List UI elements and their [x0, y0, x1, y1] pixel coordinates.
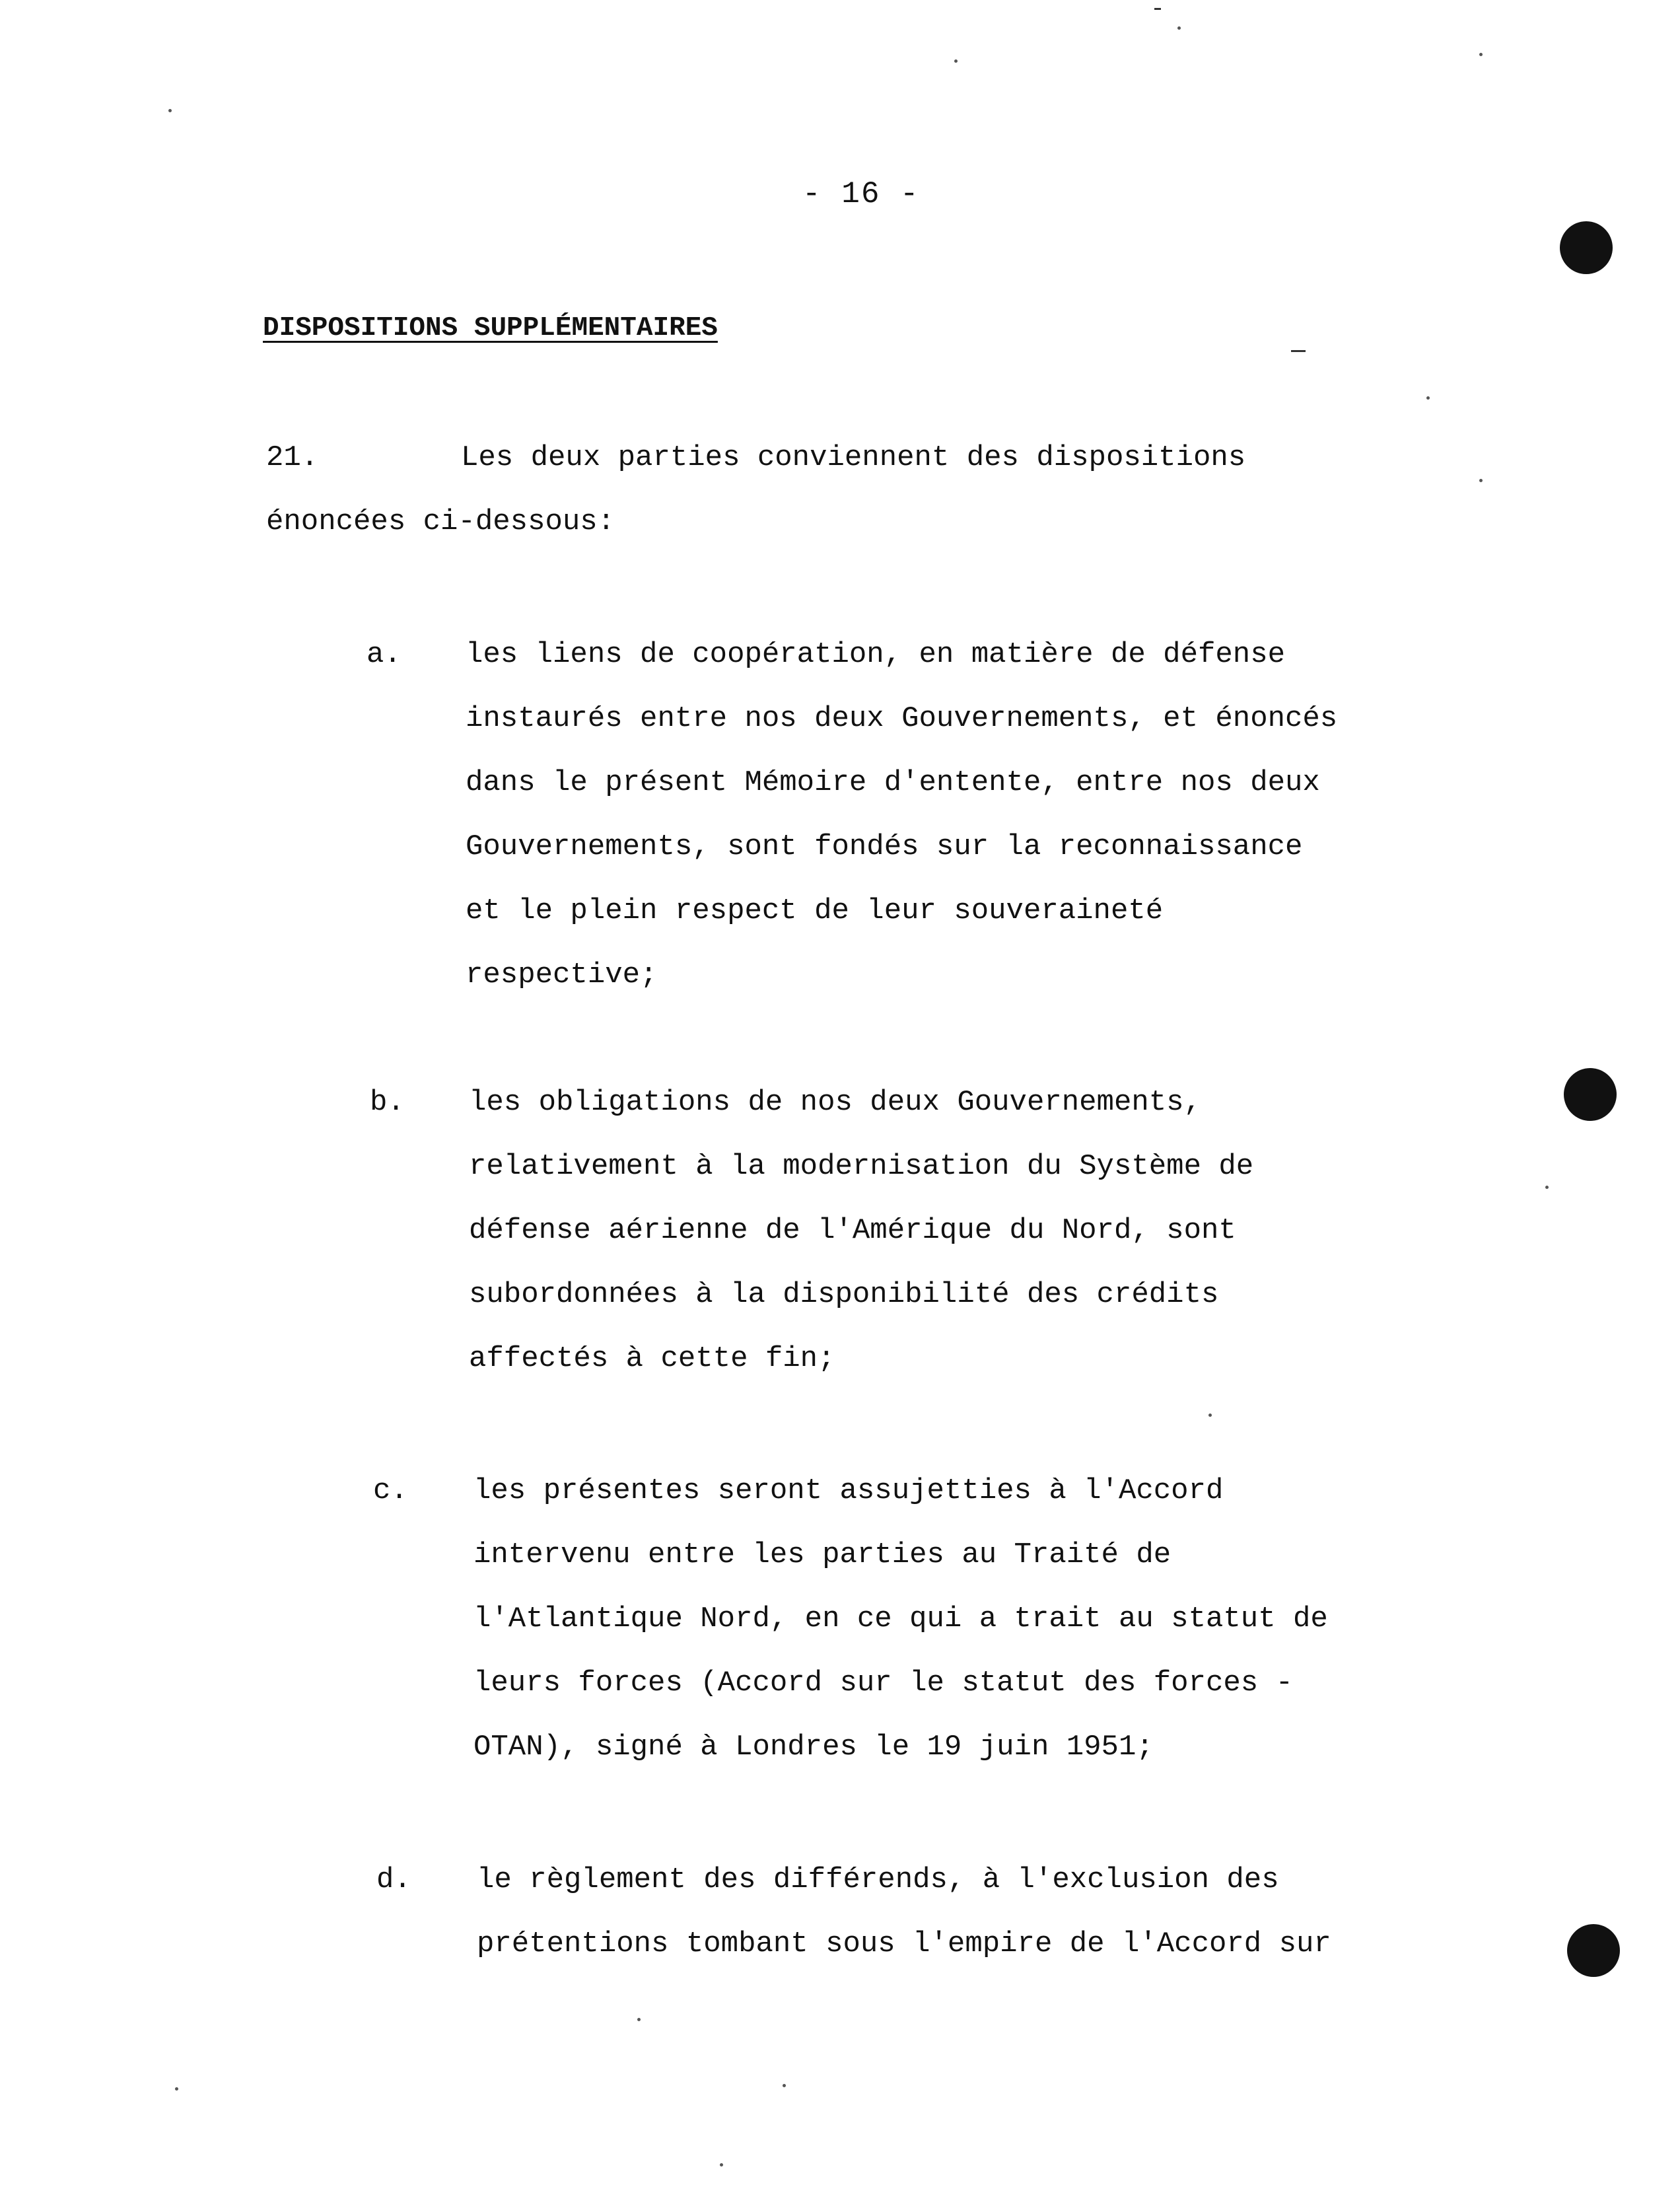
section-heading: DISPOSITIONS SUPPLÉMENTAIRES [263, 313, 718, 343]
item-label: a. [367, 638, 402, 671]
item-label: d. [376, 1863, 411, 1896]
item-line: intervenu entre les parties au Traité de [473, 1538, 1172, 1571]
item-label: b. [370, 1086, 405, 1119]
item-line: les obligations de nos deux Gouvernements, [469, 1086, 1201, 1119]
scan-speck [1479, 479, 1483, 482]
item-label: c. [373, 1474, 408, 1507]
scan-speck [1426, 396, 1430, 400]
scan-speck [175, 2087, 178, 2091]
page-number: - 16 - [802, 177, 920, 211]
item-line: relativement à la modernisation du Système de [469, 1150, 1254, 1183]
item-line: leurs forces (Accord sur le statut des forces - [473, 1666, 1294, 1700]
punch-hole [1560, 221, 1613, 274]
scan-speck [783, 2084, 786, 2087]
scan-speck [637, 2018, 641, 2021]
scan-speck [1208, 1414, 1212, 1417]
item-line: et le plein respect de leur souveraineté [466, 894, 1164, 927]
item-line: subordonnées à la disponibilité des crédits [469, 1278, 1219, 1311]
item-line: le règlement des différends, à l'exclusion des [477, 1863, 1279, 1896]
item-line: instaurés entre nos deux Gouvernements, et énoncés [466, 702, 1338, 735]
paragraph-number: 21. [266, 441, 319, 474]
item-line: OTAN), signé à Londres le 19 juin 1951; [473, 1731, 1154, 1764]
item-line: Gouvernements, sont fondés sur la reconnaissance [466, 830, 1303, 863]
item-line: les présentes seront assujetties à l'Accord [473, 1474, 1224, 1507]
paragraph-line: énoncées ci-dessous: [266, 505, 615, 538]
item-line: les liens de coopération, en matière de défense [466, 638, 1286, 671]
scan-speck [1291, 350, 1306, 352]
scan-speck [954, 59, 958, 63]
item-line: dans le présent Mémoire d'entente, entre nos deux [466, 766, 1320, 799]
item-line: prétentions tombant sous l'empire de l'Accord sur [477, 1927, 1331, 1960]
punch-hole [1564, 1068, 1617, 1121]
scan-speck [1545, 1186, 1549, 1189]
paragraph-line: Les deux parties conviennent des dispositions [461, 441, 1246, 474]
item-line: respective; [466, 958, 658, 991]
scan-speck [720, 2163, 723, 2167]
item-line: affectés à cette fin; [469, 1342, 835, 1375]
item-line: l'Atlantique Nord, en ce qui a trait au statut de [473, 1602, 1328, 1635]
scan-speck [1479, 53, 1483, 56]
punch-hole [1567, 1924, 1620, 1977]
scan-speck [1177, 26, 1181, 30]
scan-speck [168, 109, 172, 112]
item-line: défense aérienne de l'Amérique du Nord, sont [469, 1214, 1236, 1247]
scan-speck [1154, 8, 1161, 10]
